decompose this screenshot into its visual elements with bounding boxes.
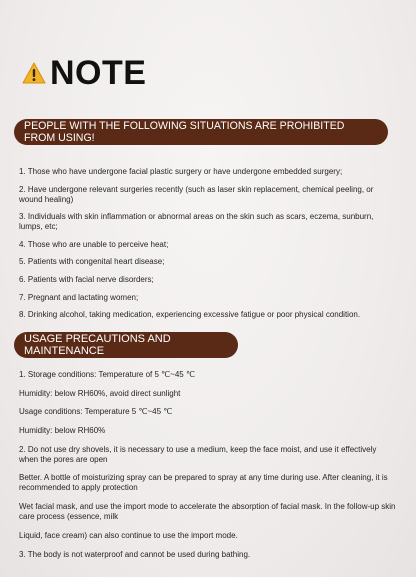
list-item: 2. Have undergone relevant surgeries recently (such as laser skin replacement, chemical peeling, or wound healing) <box>19 184 374 204</box>
list-item: 8. Drinking alcohol, taking medication, experiencing excessive fatigue or poor physical condition. <box>19 310 361 320</box>
list-item: Better. A bottle of moisturizing spray can be prepared to spray at any time during use. After cleaning, it is recommended to apply protection <box>19 473 388 493</box>
list-item: 1. Storage conditions: Temperature of 5 ℃~45 ℃ <box>19 370 195 379</box>
list-item: 2. Do not use dry shovels, it is necessary to use a medium, keep the face moist, and use it effectively when the pores are open <box>19 444 377 464</box>
list-item: Wet facial mask, and use the import mode to accelerate the absorption of facial mask. In the follow-up skin care process (essence, milk <box>19 502 396 522</box>
list-item: 5. Patients with congenital heart disease; <box>19 257 165 267</box>
list-item: 3. The body is not waterproof and cannot be used during bathing. <box>19 549 251 559</box>
list-item: Usage conditions: Temperature 5 ℃~45 ℃ <box>19 407 173 417</box>
list-item: Humidity: below RH60%, avoid direct sunlight <box>19 388 181 398</box>
list-item: 4. Those who are unable to perceive heat; <box>19 239 169 249</box>
warning-triangle-icon <box>22 62 46 84</box>
list-item: 1. Those who have undergone facial plastic surgery or have undergone embedded surgery; <box>19 167 343 176</box>
list-item: Liquid, face cream) can also continue to use the import mode. <box>19 530 238 540</box>
precautions-list <box>19 370 397 568</box>
list-item: 6. Patients with facial nerve disorders; <box>19 274 154 284</box>
list-item: Humidity: below RH60% <box>19 426 106 436</box>
precautions-section-heading: USAGE PRECAUTIONS AND MAINTENANCE <box>14 332 238 358</box>
prohibited-list <box>19 167 397 328</box>
prohibited-section-heading: PEOPLE WITH THE FOLLOWING SITUATIONS ARE PROHIBITED FROM USING! <box>14 119 388 145</box>
page-title: NOTE <box>50 54 147 92</box>
note-header <box>22 56 146 90</box>
list-item: 7. Pregnant and lactating women; <box>19 292 139 302</box>
list-item: 3. Individuals with skin inflammation or abnormal areas on the skin such as scars, eczema, sunburn, lumps, etc; <box>19 212 374 232</box>
